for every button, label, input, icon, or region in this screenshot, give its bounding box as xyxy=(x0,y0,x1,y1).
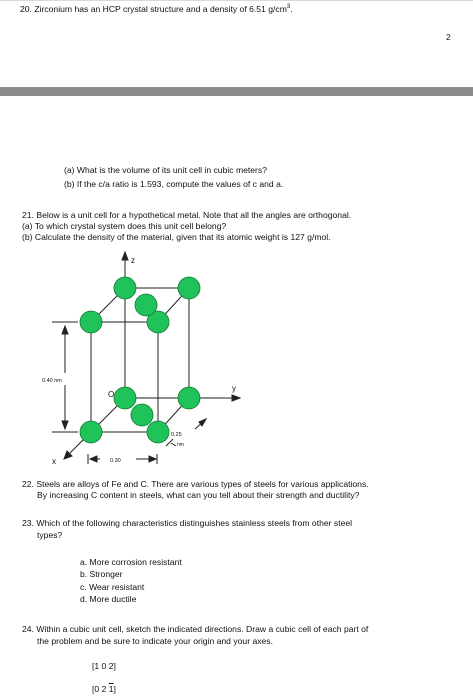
dimension-arrowhead xyxy=(62,421,68,429)
atom xyxy=(135,294,157,316)
question-20-part-a: (a) What is the volume of its unit cell in cubic meters? xyxy=(64,165,267,175)
question-23-line-1: 23. Which of the following characteristics distinguishes stainless steels from other steel xyxy=(22,518,353,528)
atom xyxy=(114,387,136,409)
question-21-part-a: (a) To which crystal system does this unit cell belong? xyxy=(22,221,227,231)
atom xyxy=(114,277,136,299)
dimension-line-y xyxy=(166,439,173,446)
page-top-rule xyxy=(0,0,473,1)
page-separator xyxy=(0,87,473,96)
atom xyxy=(80,421,102,443)
question-20-title: 20. Zirconium has an HCP crystal structure and a density of 6.51 $g/cm^3$. xyxy=(20,4,293,14)
x-dimension-label: 0.30 xyxy=(110,458,121,464)
page-number: 2 xyxy=(446,32,451,42)
atom xyxy=(178,387,200,409)
dimension-arrowhead xyxy=(149,456,156,462)
atom xyxy=(80,311,102,333)
y-axis-label: y xyxy=(232,384,236,393)
atom xyxy=(147,421,169,443)
unit-cell-diagram xyxy=(0,246,473,474)
height-dimension-label: 0.40 nm xyxy=(42,378,62,384)
atom xyxy=(131,404,153,426)
question-22-line-2: By increasing C content in steels, what can you tell about their strength and ductility? xyxy=(37,490,360,500)
dimension-arrowhead xyxy=(90,456,97,462)
question-24-line-1: 24. Within a cubic unit cell, sketch the indicated directions. Draw a cubic cell of each part of xyxy=(22,624,369,634)
y-axis-arrowhead xyxy=(232,395,240,401)
question-22-line-1: 22. Steels are alloys of Fe and C. There are various types of steels for various applications. xyxy=(22,479,369,489)
dimension-arrowhead xyxy=(62,326,68,334)
question-23-option-a: a. More corrosion resistant xyxy=(80,557,182,567)
y-dimension-label: 0.25 xyxy=(171,432,182,438)
question-20-part-b: (b) If the c/a ratio is 1.593, compute the values of c and a. xyxy=(64,179,284,189)
question-23-line-2: types? xyxy=(37,530,63,540)
question-23-option-c: c. Wear resistant xyxy=(80,582,145,592)
question-24-line-2: the problem and be sure to indicate your origin and your axes. xyxy=(37,636,273,646)
origin-label: O xyxy=(108,390,115,399)
atom xyxy=(178,277,200,299)
direction-1: [1 0 2] xyxy=(92,661,116,671)
question-21-title: 21. Below is a unit cell for a hypothetical metal. Note that all the angles are orthogonal. xyxy=(22,210,352,220)
z-axis-label: z xyxy=(131,256,135,265)
dimension-tick xyxy=(171,443,176,446)
question-23-option-b: b. Stronger xyxy=(80,569,123,579)
x-axis-label: x xyxy=(52,457,56,466)
direction-2: [0 2 1] xyxy=(92,684,116,694)
question-23-option-d: d. More ductile xyxy=(80,594,137,604)
y-dimension-unit: nm xyxy=(177,442,184,448)
question-21-part-b: (b) Calculate the density of the material, given that its atomic weight is 127 g/mol. xyxy=(22,232,331,242)
z-axis-arrowhead xyxy=(122,252,128,260)
